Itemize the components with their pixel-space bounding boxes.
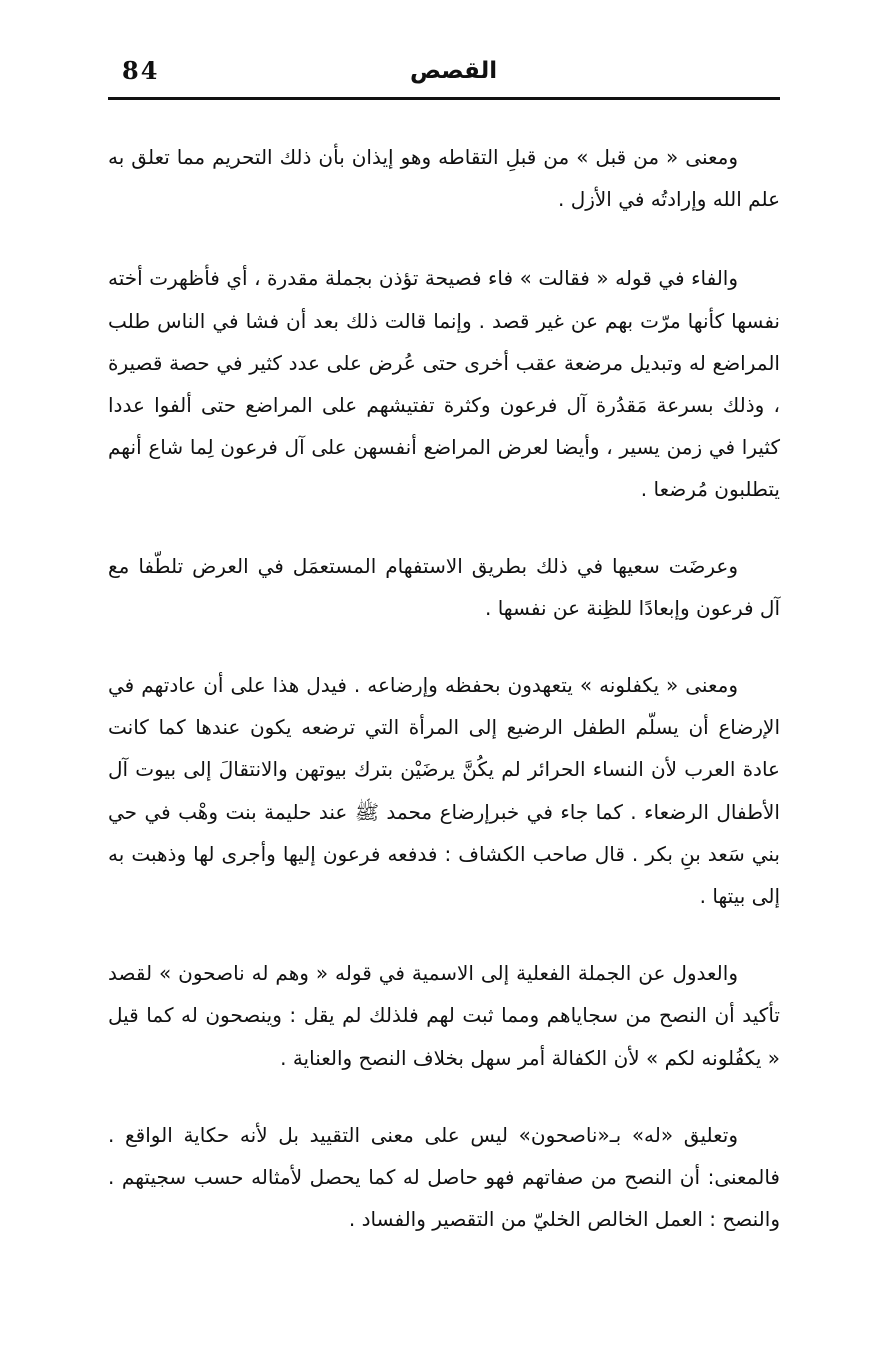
- body-text: [108, 136, 780, 1240]
- running-title: القصص: [410, 58, 498, 84]
- paragraph-2: والفاء في قوله « فقالت » فاء فصيحة تؤذن بجملة مقدرة ، أي فأظهرت أخته نفسها كأنها مرّت بهم عن غير قصد . وإنما قالت ذلك بعد أن فشا في الناس طلب المراضع له وتبديل مرضعة عقب أخرى حتى عُرض على عدد كثير في حصة قصيرة ، وذلك بسرعة مَقدُرة آل فرعون وكثرة تفتيشهم على المراضع حتى ألفوا عددا كثيرا في زمن يسير ، وأيضا لعرض المراضع أنفسهن على آل فرعون لِما شاع أنهم يتطلبون مُرضعا .: [108, 266, 780, 502]
- header-rule: [108, 97, 780, 100]
- paragraph-5: والعدول عن الجملة الفعلية إلى الاسمية في قوله « وهم له ناصحون » لقصد تأكيد أن النصح من سجاياهم ومما ثبت لهم فلذلك لم يقل : وينصحون له كما قيل « يكفُلونه لكم » لأن الكفالة أمر سهل بخلاف النصح والعناية .: [108, 961, 780, 1070]
- page-number: 84: [122, 56, 160, 85]
- paragraph-4: ومعنى « يكفلونه » يتعهدون بحفظه وإرضاعه . فيدل هذا على أن عادتهم في الإرضاع أن يسلّم الطفل الرضيع إلى المرأة التي ترضعه يكون عندها كما كانت عادة العرب لأن النساء الحرائر لم يكُنَّ يرضَيْن بترك بيوتهن والانتقالَ إلى بيوت آل الأطفال الرضعاء . كما جاء في خبرإرضاع محمد ﷺ عند حليمة بنت وهْب في حي بني سَعد بنِ بكر . قال صاحب الكشاف : فدفعه فرعون إليها وأجرى لها وذهبت به إلى بيتها .: [108, 673, 780, 909]
- paragraph-3: وعرضَت سعيها في ذلك بطريق الاستفهام المستعمَل في العرض تلطّفا مع آل فرعون وإبعادًا للظِنة عن نفسها .: [108, 553, 780, 620]
- paragraph-1: ومعنى « من قبل » من قبلِ التقاطه وهو إيذان بأن ذلك التحريم مما تعلق به علم الله وإرادتُه في الأزل .: [108, 145, 780, 212]
- paragraph-6: وتعليق «له» بـ«ناصحون» ليس على معنى التقييد بل لأنه حكاية الواقع . فالمعنى: أن النصح من صفاتهم فهو حاصل له كما يحصل لأمثاله حسب سجيتهم . والنصح : العمل الخالص الخليّ من التقصير والفساد .: [108, 1122, 780, 1232]
